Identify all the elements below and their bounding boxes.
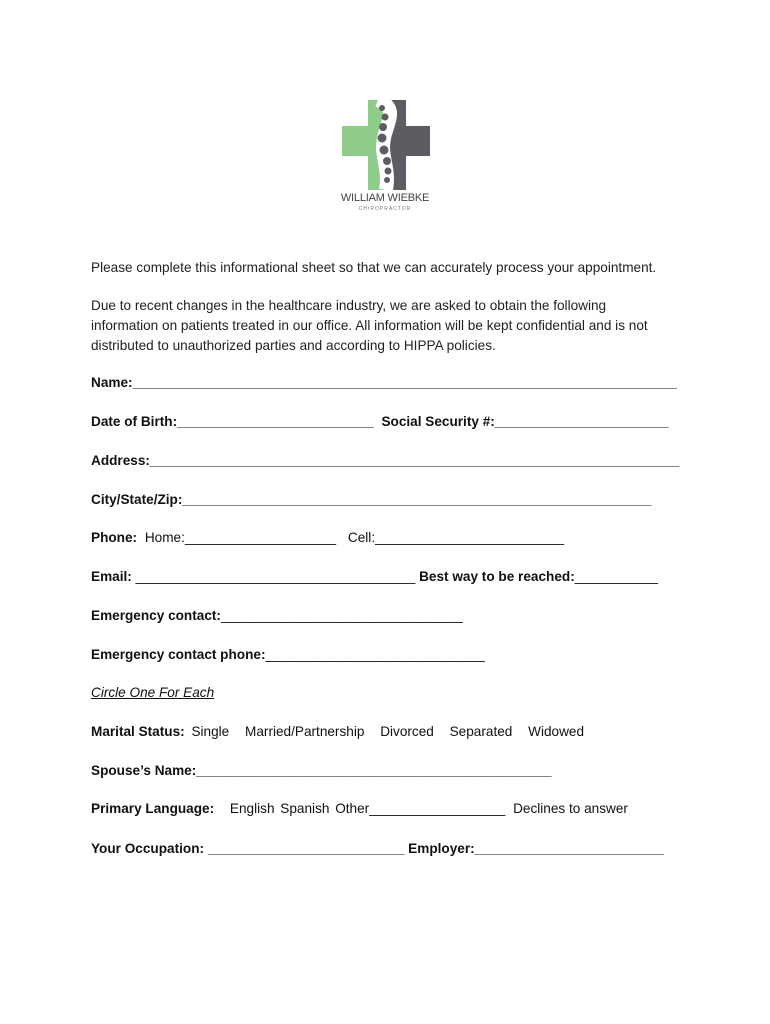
cell-label: Cell: [347,530,376,545]
emergency-phone-row [91,647,485,662]
logo-name: WILLIAM WIEBKE [340,192,430,204]
name-row[interactable] [91,375,677,390]
address-label: Address: [91,453,150,468]
dob-ssn-row [91,414,669,429]
city-row [91,492,651,507]
city-label: City/State/Zip: [91,492,183,507]
language-option-english[interactable]: English [229,801,275,816]
marital-option-married[interactable]: Married/Partnership [245,724,365,739]
dob-label: Date of Birth: [91,414,178,429]
emergency-label: Emergency contact: [91,608,221,623]
spouse-label: Spouse’s Name: [91,763,197,778]
marital-option-single[interactable]: Single [191,724,230,739]
language-row [91,801,628,816]
intro-text: Please complete this informational sheet so that we can accurately process your appointment. [91,260,657,275]
dob-blank[interactable]: __________________________ [177,414,374,429]
home-blank[interactable]: ____________________ [184,530,337,545]
emergency-blank[interactable]: ________________________________ [220,608,463,623]
marital-option-divorced[interactable]: Divorced [380,724,434,739]
occupation-blank[interactable]: __________________________ [207,841,405,856]
email-row [91,569,658,584]
address-row [91,453,679,468]
name-blank[interactable]: ________________________________________________________________________ [132,375,677,390]
phone-row [91,530,564,545]
spouse-row [91,763,552,778]
logo-subtitle: CHIROPRACTOR [358,206,412,212]
notice-text: Due to recent changes in the healthcare industry, we are asked to obtain the following information on patients treated in our office. All information will be kept confidential and is not distributed to unauthorized parties and according to HIPPA policies. [91,298,648,353]
cell-blank[interactable]: _________________________ [375,530,565,545]
emergency-row [91,608,463,623]
address-blank[interactable]: ______________________________________________________________________ [149,453,680,468]
employer-label: Employer: [408,841,475,856]
language-other-blank[interactable]: __________________ [369,801,506,816]
home-label: Home: [144,530,185,545]
marital-option-separated[interactable]: Separated [449,724,513,739]
emergency-phone-blank[interactable]: _____________________________ [265,647,485,662]
emergency-phone-label: Emergency contact phone: [91,647,266,662]
marital-label: Marital Status: [91,724,185,739]
employer-blank[interactable]: _________________________ [474,841,664,856]
ssn-blank[interactable]: _______________________ [494,414,669,429]
language-option-spanish[interactable]: Spanish [280,801,330,816]
language-option-declines[interactable]: Declines to answer [513,801,628,816]
best-way-blank[interactable]: ___________ [574,569,658,584]
city-blank[interactable]: ______________________________________________________________ [182,492,652,507]
ssn-label: Social Security #: [381,414,495,429]
marital-option-widowed[interactable]: Widowed [528,724,585,739]
occupation-label: Your Occupation: [91,841,205,856]
spouse-blank[interactable]: _______________________________________________ [196,763,552,778]
name-label: Name: [91,375,133,390]
logo-cross-right [394,126,430,156]
best-way-label: Best way to be reached: [419,569,575,584]
language-label: Primary Language: [91,801,215,816]
email-label: Email: [91,569,132,584]
marital-row [91,724,584,739]
email-blank[interactable]: _____________________________________ [135,569,416,584]
circle-instruction: Circle One For Each [91,685,215,700]
phone-label: Phone: [91,530,138,545]
occupation-row [91,841,664,856]
language-option-other[interactable]: Other [335,801,370,816]
